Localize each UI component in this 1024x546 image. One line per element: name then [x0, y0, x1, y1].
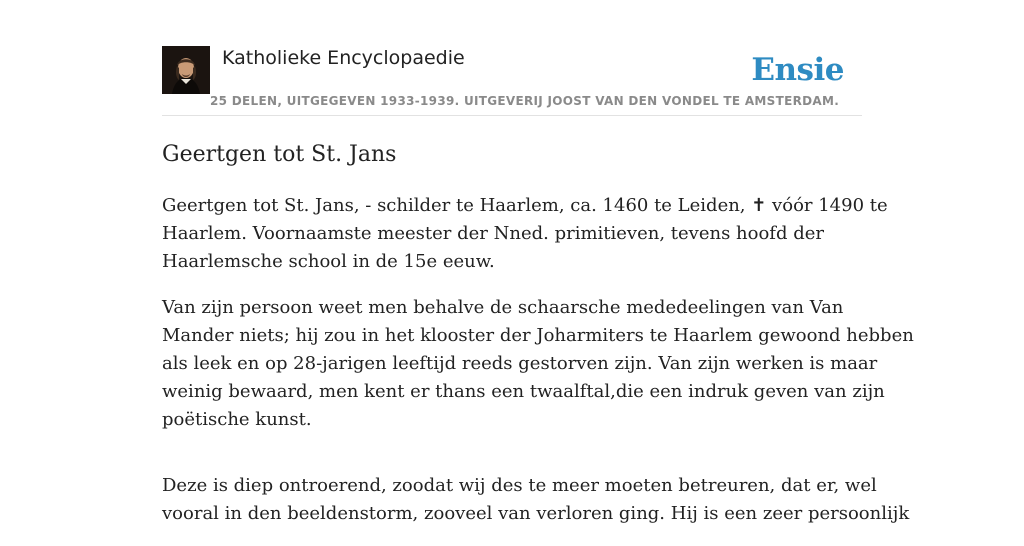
- article-paragraph: [162, 294, 914, 434]
- paragraph-line: als leek en op 28-jarigen leeftijd reeds gestorven zijn. Van zijn werken is maar: [162, 353, 878, 374]
- article-paragraph: [162, 472, 910, 528]
- portrait-avatar-svg: [162, 46, 210, 94]
- paragraph-line: Haarlem. Voornaamste meester der Nned. primitieven, tevens hoofd der: [162, 223, 824, 244]
- publication-subtitle: 25 DELEN, UITGEGEVEN 1933-1939. UITGEVERIJ JOOST VAN DEN VONDEL TE AMSTERDAM.: [210, 94, 840, 108]
- paragraph-line: Van zijn persoon weet men behalve de schaarsche mededeelingen van Van: [162, 297, 844, 318]
- paragraph-line: vooral in den beeldenstorm, zooveel van verloren ging. Hij is een zeer persoonlijk: [162, 503, 910, 524]
- ensie-logo-link[interactable]: Ensie: [751, 52, 844, 88]
- paragraph-line: poëtische kunst.: [162, 409, 312, 430]
- paragraph-line: weinig bewaard, men kent er thans een twaalftal,die een indruk geven van zijn: [162, 381, 885, 402]
- portrait-avatar-icon[interactable]: [162, 46, 210, 94]
- paragraph-line: Haarlemsche school in de 15e eeuw.: [162, 251, 495, 272]
- article-body: [162, 192, 914, 546]
- page-title: Geertgen tot St. Jans: [162, 142, 397, 167]
- article-paragraph: [162, 192, 888, 276]
- site-header: [162, 46, 862, 116]
- paragraph-line: Geertgen tot St. Jans, - schilder te Haarlem, ca. 1460 te Leiden, ✝ vóór 1490 te: [162, 195, 888, 216]
- publication-title[interactable]: Katholieke Encyclopaedie: [222, 47, 465, 69]
- paragraph-line: Deze is diep ontroerend, zoodat wij des te meer moeten betreuren, dat er, wel: [162, 475, 877, 496]
- paragraph-line: Mander niets; hij zou in het klooster der Joharmiters te Haarlem gewoond hebben: [162, 325, 914, 346]
